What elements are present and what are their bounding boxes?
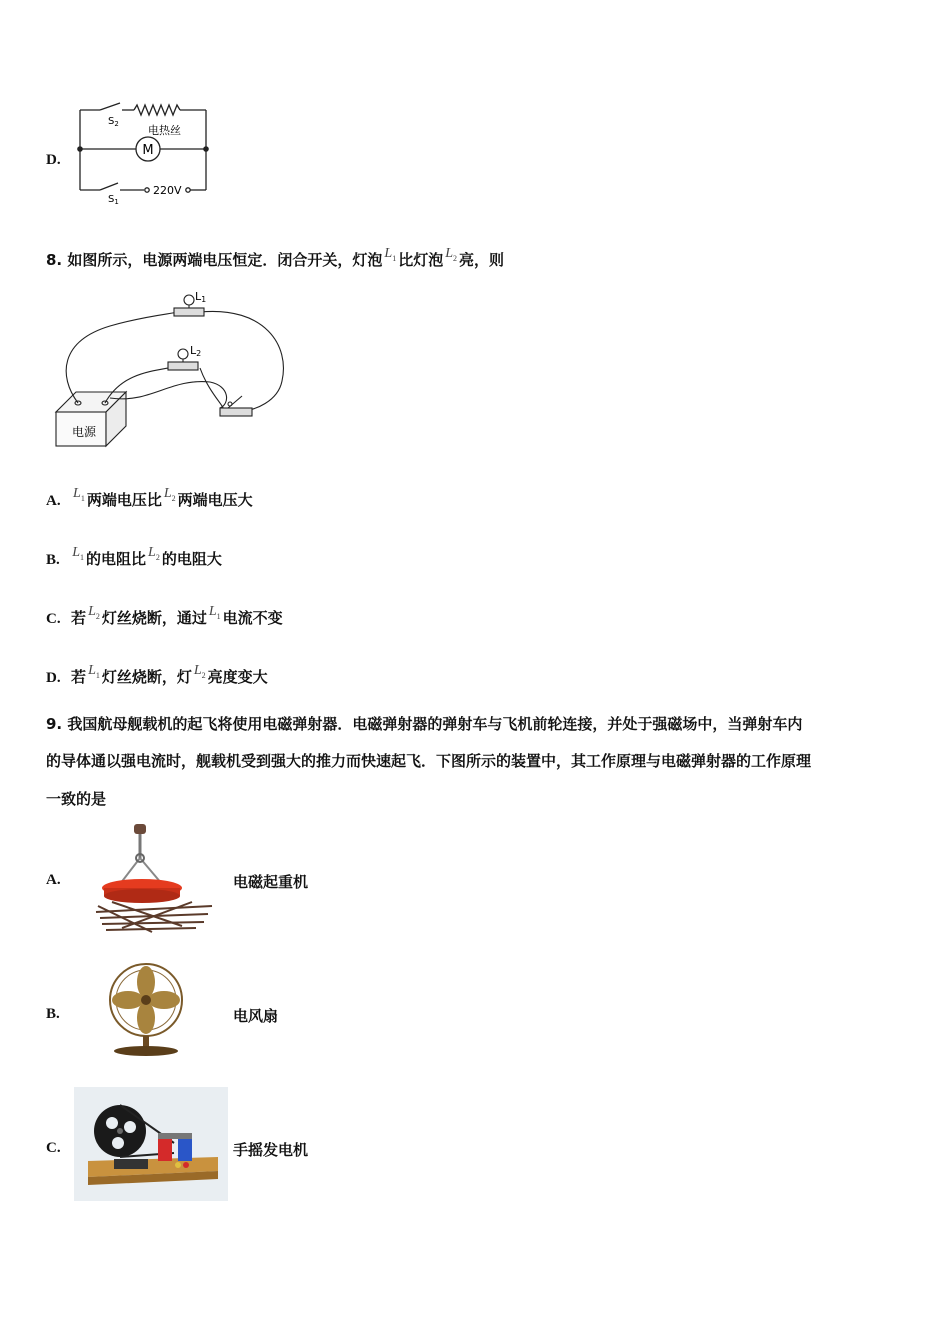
bulb-l1-label: L1: [195, 290, 207, 304]
variable-l1: $L_1$: [384, 246, 397, 263]
option-var: $L_2$: [148, 545, 160, 562]
parallel-circuit-diagram: [74, 100, 214, 206]
q8-stem: 8. 如图所示，电源两端电压恒定．闭合开关，灯泡 $L_1$ 比灯泡 $L_2$ 亮，则: [46, 246, 505, 269]
option-var: $L_2$: [193, 663, 206, 680]
option-var: $L_1$: [72, 545, 85, 562]
q8-option-b: B. $L_1$ 的电阻比 $L_2$ 的电阻大: [46, 545, 222, 568]
switch-s2-label: $S_2$: [108, 116, 119, 128]
q9-option-c-text: 手摇发电机: [233, 1141, 309, 1159]
voltage-source-label: 220V: [153, 184, 182, 197]
q9-option-b-text: 电风扇: [233, 1007, 279, 1025]
bulb-l2-label: L2: [190, 344, 202, 358]
q8-option-c: C. 若 $L_2$ 灯丝烧断，通过 $L_1$ 电流不变: [46, 604, 283, 627]
option-var: $L_1$: [208, 604, 221, 621]
option-var: $L_1$: [73, 486, 85, 503]
variable-l2: $L_2$: [445, 246, 457, 263]
q9-stem-line1: 9. 我国航母舰载机的起飞将使用电磁弹射器．电磁弹射器的弹射车与飞机前轮连接，并处于强磁场中，当弹射车内: [46, 715, 803, 733]
electromagnetic-crane-image: [92, 822, 216, 936]
option-var: $L_1$: [88, 663, 100, 680]
option-var: $L_2$: [163, 486, 176, 503]
electric-fan-image: [96, 962, 196, 1058]
power-source-label: 电源: [72, 425, 97, 439]
q8-option-d: D. 若 $L_1$ 灯丝烧断，灯 $L_2$ 亮度变大: [46, 663, 268, 686]
bulb-circuit-figure: [50, 286, 295, 456]
heater-wire-label: 电热丝: [148, 124, 181, 137]
hand-generator-image: [74, 1087, 228, 1201]
motor-label: M: [142, 143, 154, 158]
question-number: 8.: [46, 251, 63, 269]
q9-option-c-label: C.: [46, 1140, 61, 1156]
q7-option-d-label: D.: [46, 152, 61, 168]
q8-option-a: A. $L_1$ 两端电压比 $L_2$ 两端电压大: [46, 486, 253, 509]
q9-option-a-label: A.: [46, 872, 61, 888]
q9-option-a-text: 电磁起重机: [233, 873, 309, 891]
option-var: $L_2$: [88, 604, 100, 621]
q9-stem-line3: 一致的是: [46, 790, 107, 808]
q9-option-b-label: B.: [46, 1006, 60, 1022]
q9-stem-line2: 的导体通以强电流时，舰载机受到强大的推力而快速起飞．下图所示的装置中，其工作原理与电磁弹射器的工作原理: [46, 752, 812, 770]
switch-s1-label: $S_1$: [108, 194, 119, 206]
